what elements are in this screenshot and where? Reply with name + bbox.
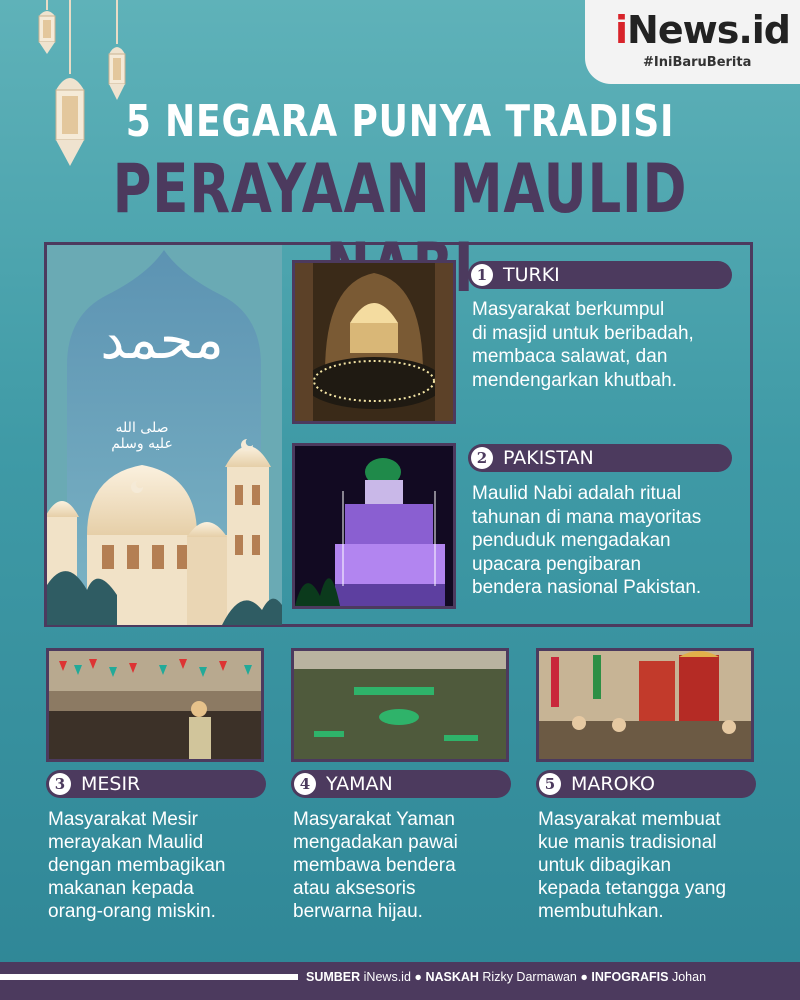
photo-turki [292, 260, 456, 424]
label-yaman: 4 YAMAN [291, 770, 511, 798]
calligraphy-salawat: صلى الله عليه وسلم [111, 420, 173, 452]
brand-tagline: #IniBaruBerita [643, 55, 752, 70]
desc-mesir: Masyarakat Mesir merayakan Maulid dengan membagikan makanan kepada orang-orang miskin. [48, 809, 226, 922]
label-mesir: 3 MESIR [46, 770, 266, 798]
photo-maroko [536, 648, 754, 762]
photo-mesir [46, 648, 264, 762]
brand-name: iNews.id [615, 8, 790, 52]
mosque-illustration [47, 245, 282, 625]
footer-divider [0, 974, 298, 980]
desc-maroko: Masyarakat membuat kue manis tradisional untuk dibagikan kepada tetangga yang membutuhkan. [538, 809, 727, 922]
photo-pakistan [292, 443, 456, 609]
desc-turki: Masyarakat berkumpul di masjid untuk beribadah, membaca salawat, dan mendengarkan khutbah. [472, 299, 694, 391]
credits: SUMBER iNews.id ● NASKAH Rizky Darmawan ● INFOGRAFIS Johan [306, 970, 707, 984]
title-line-1: 5 NEGARA PUNYA TRADISI [125, 96, 675, 147]
brand-logo [585, 0, 800, 84]
label-turki: 1 TURKI [468, 261, 732, 289]
photo-yaman [291, 648, 509, 762]
desc-pakistan: Maulid Nabi adalah ritual tahunan di mana mayoritas penduduk mengadakan upacara pengibaran bendera nasional Pakistan. [472, 483, 702, 598]
label-maroko: 5 MAROKO [536, 770, 756, 798]
calligraphy-muhammad: محمد [100, 308, 224, 371]
label-pakistan: 2 PAKISTAN [468, 444, 732, 472]
lantern-icon [104, 0, 130, 104]
desc-yaman: Masyarakat Yaman mengadakan pawai membawa bendera atau aksesoris berwarna hijau. [293, 809, 458, 922]
title-line-2: PERAYAAN MAULID [112, 150, 688, 229]
